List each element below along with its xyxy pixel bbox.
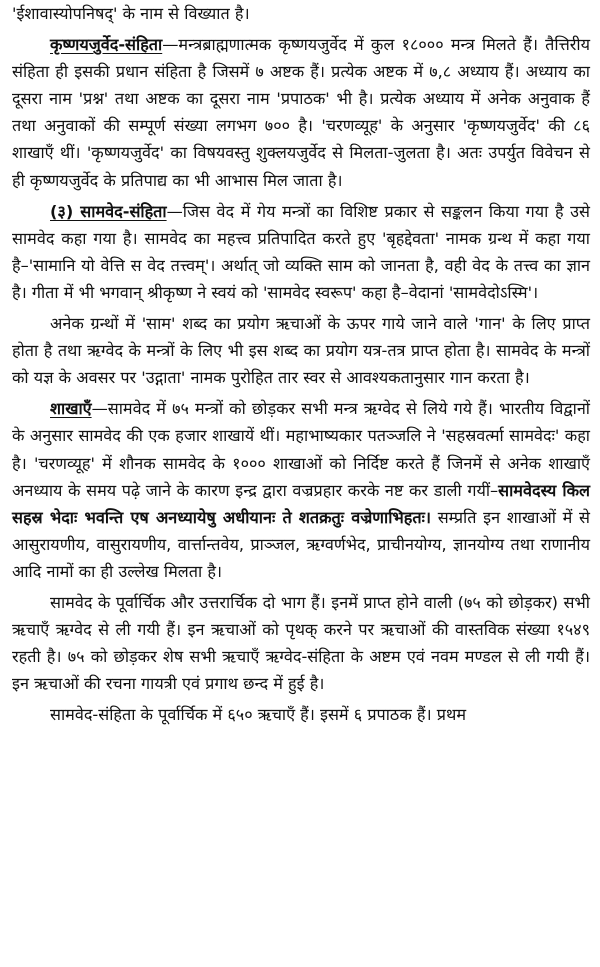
paragraph-purvarchika-uttararchika bbox=[12, 589, 590, 697]
paragraph-shakhas bbox=[12, 395, 590, 585]
paragraph-purvarchika-count bbox=[12, 701, 590, 728]
section-heading: कृष्णयजुर्वेद-संहिता bbox=[50, 35, 163, 55]
paragraph-samaveda-samhita bbox=[12, 198, 590, 306]
paragraph-text: —जिस वेद में गेय मन्त्रों का विशिष्ट प्रकार से सङ्कलन किया गया है उसे सामवेद कहा गया है। सामवेद का महत्त्व प्रतिपादित करते हुए 'बृहद्देवता' नामक ग्रन्थ में कहा गया है–'सामानि यो वेत्ति स वेद तत्त्वम्'। अर्थात् जो व्यक्ति साम को जानता है, वही वेद के तत्त्व का ज्ञान है। गीता में भी भगवान् श्रीकृष्ण ने स्वयं को 'सामवेद स्वरूप' कहा है–वेदानां 'सामवेदोऽस्मि'। bbox=[12, 201, 590, 302]
paragraph-text: अनेक ग्रन्थों में 'साम' शब्द का प्रयोग ऋचाओं के ऊपर गाये जाने वाले 'गान' के लिए प्राप्त होता है तथा ऋग्वेद के मन्त्रों के लिए भी इस शब्द का प्रयोग यत्र-तत्र प्राप्त होता है। सामवेद के मन्त्रों को यज्ञ के अवसर पर 'उद्गाता' नामक पुरोहित तार स्वर से आवश्यकतानुसार गान करता है। bbox=[12, 314, 590, 388]
paragraph-text: सामवेद-संहिता के पूर्वार्चिक में ६५० ऋचाएँ हैं। इसमें ६ प्रपाठक हैं। प्रथम bbox=[50, 705, 467, 725]
paragraph-text: —सामवेद में ७५ मन्त्रों को छोड़कर सभी मन्त्र ऋग्वेद से लिये गये हैं। भारतीय विद्वानों के अनुसार सामवेद की एक हजार शाखायें थीं। महाभाष्यकार पतञ्जलि ने 'सहस्रवर्त्मा सामवेदः' कहा है। 'चरणव्यूह' में शौनक सामवेद के १००० शाखाओं को निर्दिष्ट करते हैं जिनमें से अनेक शाखाएँ अनध्याय के समय पढ़े जाने के कारण इन्द्र द्वारा वज्रप्रहार करके नष्ट कर डाली गयीं– bbox=[12, 399, 590, 500]
paragraph-text: सामवेद के पूर्वार्चिक और उत्तरार्चिक दो भाग हैं। इनमें प्राप्त होने वाली (७५ को छोड़कर) सभी ऋचाएँ ऋग्वेद से ली गयी हैं। इन ऋचाओं को पृथक् करने पर ऋचाओं की वास्तविक संख्या १५४९ रहती है। ७५ को छोड़कर शेष सभी ऋचाएँ ऋग्वेद-संहिता के अष्टम एवं नवम मण्डल से ली गयी हैं। इन ऋचाओं की रचना गायत्री एवं प्रगाथ छन्द में हुई है। bbox=[12, 592, 590, 694]
document-page bbox=[12, 0, 590, 732]
paragraph-text: सम्प्रति इन शाखाओं में से आसुरायणीय, वासुरायणीय, वार्त्तान्तवेय, प्राञ्जल, ऋग्वर्णभेद, प्राचीनयोग्य, ज्ञानयोग्य तथा राणानीय आदि नामों का ही उल्लेख मिलता है। bbox=[12, 507, 590, 581]
paragraph-krishna-yajurveda bbox=[12, 31, 590, 194]
section-heading: शाखाएँ bbox=[50, 399, 92, 419]
paragraph-text: 'ईशावास्योपनिषद्' के नाम से विख्यात है। bbox=[12, 4, 250, 23]
sanskrit-quote: सामवेदस्य किल सहस्र भेदाः भवन्ति एष अनध्यायेषु अधीयानः ते शतक्रतुः वज्रेणाभिहतः। bbox=[12, 480, 590, 527]
paragraph-intro-line bbox=[12, 0, 590, 27]
paragraph-text: —मन्त्रब्राह्मणात्मक कृष्णयजुर्वेद में कुल १८००० मन्त्र मिलते हैं। तैत्तिरीय संहिता ही इसकी प्रधान संहिता है जिसमें ७ अष्टक हैं। प्रत्येक अष्टक में ७,८ अध्याय हैं। अध्याय का दूसरा नाम 'प्रश्न' तथा अष्टक का दूसरा नाम 'प्रपाठक' भी है। प्रत्येक अध्याय में अनेक अनुवाक हैं तथा अनुवाकों की सम्पूर्ण संख्या लगभग ७०० है। 'चरणव्यूह' के अनुसार 'कृष्णयजुर्वेद' की ८६ शाखाएँ थीं। 'कृष्णयजुर्वेद' का विषयवस्तु शुक्लयजुर्वेद से मिलता-जुलता है। अतः उपर्युत विवेचन से ही कृष्णयजुर्वेद के प्रतिपाद्य का भी आभास मिल जाता है। bbox=[12, 35, 590, 190]
section-heading: (३) सामवेद-संहिता bbox=[50, 201, 167, 221]
paragraph-sama-meaning bbox=[12, 310, 590, 391]
